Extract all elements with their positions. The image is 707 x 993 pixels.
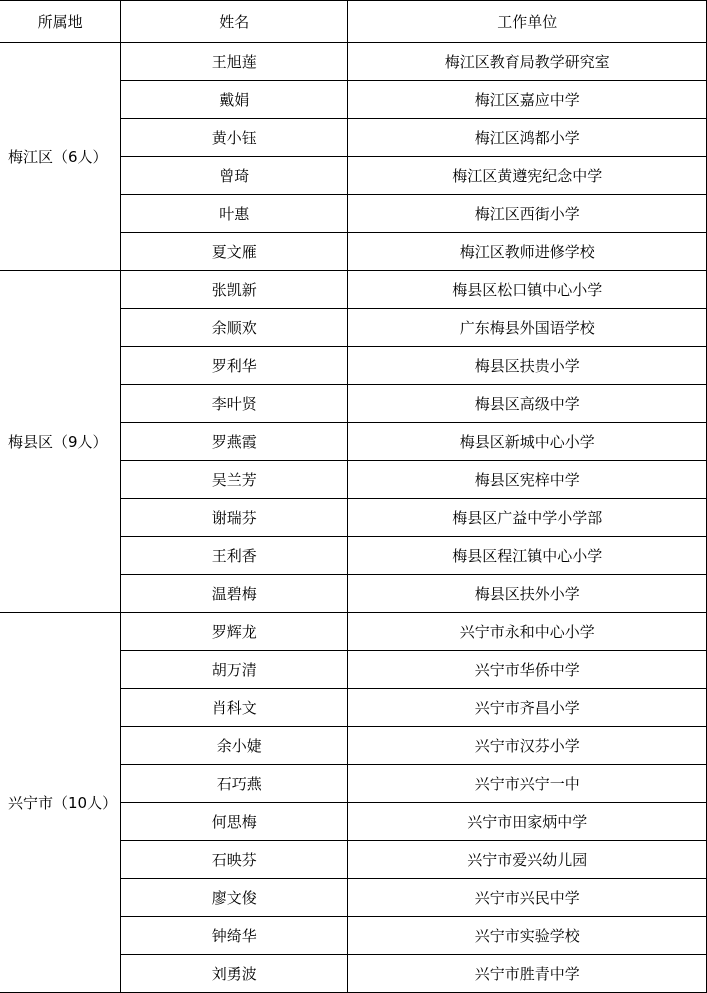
name-cell[interactable]: 李叶贤 <box>121 385 348 423</box>
region-cell[interactable]: 梅江区（6人） <box>0 43 121 271</box>
unit-cell[interactable]: 梅江区嘉应中学 <box>348 81 707 119</box>
name-cell[interactable]: 吴兰芳 <box>121 461 348 499</box>
header-row <box>0 1 707 43</box>
unit-cell[interactable]: 梅县区程江镇中心小学 <box>348 537 707 575</box>
unit-cell[interactable]: 兴宁市田家炳中学 <box>348 803 707 841</box>
unit-cell[interactable]: 梅江区教师进修学校 <box>348 233 707 271</box>
name-cell[interactable]: 钟绮华 <box>121 917 348 955</box>
name-cell[interactable]: 石巧燕 <box>121 765 348 803</box>
name-cell[interactable]: 刘勇波 <box>121 955 348 993</box>
unit-cell[interactable]: 广东梅县外国语学校 <box>348 309 707 347</box>
name-cell[interactable]: 石映芬 <box>121 841 348 879</box>
header-region[interactable]: 所属地 <box>0 1 121 43</box>
name-cell[interactable]: 罗利华 <box>121 347 348 385</box>
unit-cell[interactable]: 兴宁市兴民中学 <box>348 879 707 917</box>
unit-cell[interactable]: 梅县区扶贵小学 <box>348 347 707 385</box>
name-cell[interactable]: 温碧梅 <box>121 575 348 613</box>
unit-cell[interactable]: 梅江区黄遵宪纪念中学 <box>348 157 707 195</box>
unit-cell[interactable]: 梅县区广益中学小学部 <box>348 499 707 537</box>
header-unit[interactable]: 工作单位 <box>348 1 707 43</box>
unit-cell[interactable]: 兴宁市兴宁一中 <box>348 765 707 803</box>
name-cell[interactable]: 叶惠 <box>121 195 348 233</box>
unit-cell[interactable]: 梅县区高级中学 <box>348 385 707 423</box>
unit-cell[interactable]: 兴宁市汉芬小学 <box>348 727 707 765</box>
table-row <box>0 271 707 309</box>
name-cell[interactable]: 戴娟 <box>121 81 348 119</box>
unit-cell[interactable]: 梅江区鸿都小学 <box>348 119 707 157</box>
name-cell[interactable]: 王旭莲 <box>121 43 348 81</box>
unit-cell[interactable]: 兴宁市胜青中学 <box>348 955 707 993</box>
unit-cell[interactable]: 梅县区宪梓中学 <box>348 461 707 499</box>
table-row <box>0 43 707 81</box>
name-cell[interactable]: 罗辉龙 <box>121 613 348 651</box>
unit-cell[interactable]: 兴宁市齐昌小学 <box>348 689 707 727</box>
region-cell[interactable]: 梅县区（9人） <box>0 271 121 613</box>
name-cell[interactable]: 廖文俊 <box>121 879 348 917</box>
name-cell[interactable]: 余小婕 <box>121 727 348 765</box>
table-row <box>0 613 707 651</box>
unit-cell[interactable]: 梅江区西街小学 <box>348 195 707 233</box>
unit-cell[interactable]: 兴宁市实验学校 <box>348 917 707 955</box>
unit-cell[interactable]: 梅县区新城中心小学 <box>348 423 707 461</box>
table-body <box>0 43 707 993</box>
region-cell[interactable]: 兴宁市（10人） <box>0 613 121 993</box>
unit-cell[interactable]: 兴宁市永和中心小学 <box>348 613 707 651</box>
name-cell[interactable]: 胡万清 <box>121 651 348 689</box>
name-cell[interactable]: 谢瑞芬 <box>121 499 348 537</box>
name-cell[interactable]: 王利香 <box>121 537 348 575</box>
name-cell[interactable]: 何思梅 <box>121 803 348 841</box>
name-cell[interactable]: 夏文雁 <box>121 233 348 271</box>
header-name[interactable]: 姓名 <box>121 1 348 43</box>
name-cell[interactable]: 张凯新 <box>121 271 348 309</box>
unit-cell[interactable]: 梅县区扶外小学 <box>348 575 707 613</box>
unit-cell[interactable]: 兴宁市华侨中学 <box>348 651 707 689</box>
unit-cell[interactable]: 兴宁市爱兴幼儿园 <box>348 841 707 879</box>
unit-cell[interactable]: 梅江区教育局教学研究室 <box>348 43 707 81</box>
table-header <box>0 1 707 43</box>
name-cell[interactable]: 罗燕霞 <box>121 423 348 461</box>
name-cell[interactable]: 余顺欢 <box>121 309 348 347</box>
unit-cell[interactable]: 梅县区松口镇中心小学 <box>348 271 707 309</box>
name-cell[interactable]: 肖科文 <box>121 689 348 727</box>
name-cell[interactable]: 曾琦 <box>121 157 348 195</box>
name-cell[interactable]: 黄小钰 <box>121 119 348 157</box>
